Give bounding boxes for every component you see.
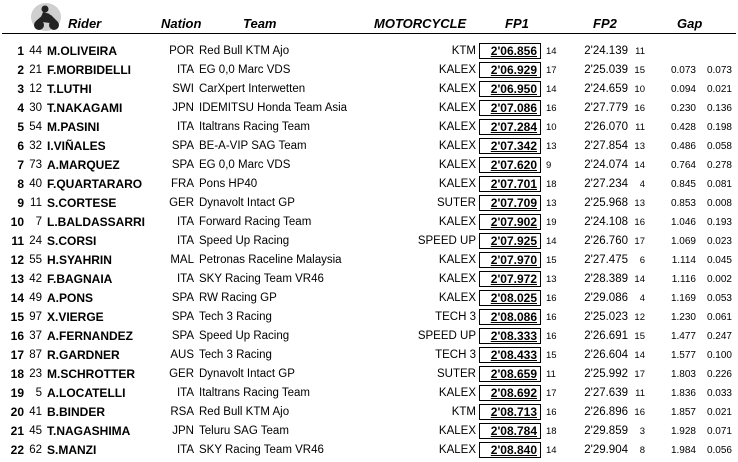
table-row (0, 43, 738, 62)
motorcycle-cell: TECH 3 (435, 311, 476, 323)
header-gap: Gap (677, 16, 703, 31)
gap-first-cell: 0.845 (670, 179, 696, 190)
fp2-lap-cell: 6 (639, 255, 645, 266)
fp1-lap-cell: 14 (546, 84, 557, 95)
rider-name-cell: H.SYAHRIN (47, 253, 112, 267)
gap-previous-cell: 0.002 (706, 274, 732, 285)
position-cell: 10 (10, 215, 24, 229)
fp2-time-cell: 2'26.070 (584, 121, 628, 133)
fp1-time-cell: 2'08.784 (479, 423, 541, 439)
team-cell: SKY Racing Team VR46 (199, 273, 324, 285)
rider-number-cell: 97 (29, 311, 42, 323)
fp1-time-cell: 2'07.970 (479, 252, 541, 268)
team-cell: Italtrans Racing Team (199, 387, 311, 399)
rider-name-cell: B.BINDER (47, 405, 106, 419)
gap-previous-cell: 0.023 (706, 236, 732, 247)
gap-previous-cell: 0.278 (706, 160, 732, 171)
rider-number-cell: 21 (29, 64, 42, 76)
fp2-lap-cell: 11 (635, 122, 645, 133)
table-row (0, 328, 738, 347)
rider-number-cell: 7 (35, 216, 42, 228)
position-cell: 16 (10, 329, 24, 343)
gap-first-cell: 1.477 (670, 331, 696, 342)
team-cell: Teluru SAG Team (199, 425, 289, 437)
position-cell: 22 (10, 443, 24, 457)
fp2-lap-cell: 11 (635, 388, 645, 399)
fp1-lap-cell: 18 (546, 426, 557, 437)
nation-cell: GER (169, 197, 194, 209)
table-row (0, 214, 738, 233)
rider-number-cell: 45 (29, 425, 42, 437)
fp2-time-cell: 2'24.139 (584, 45, 628, 57)
rider-name-cell: A.PONS (47, 291, 94, 305)
gap-first-cell: 1.803 (670, 369, 696, 380)
fp1-time-cell: 2'07.620 (479, 157, 541, 173)
motorcycle-cell: KALEX (438, 444, 476, 456)
motorcycle-rider-icon (30, 2, 62, 32)
position-cell: 15 (10, 310, 24, 324)
gap-first-cell: 1.046 (670, 217, 696, 228)
gap-previous-cell: 0.058 (706, 141, 732, 152)
gap-first-cell: 1.069 (670, 236, 696, 247)
header-motorcycle: MOTORCYCLE (374, 16, 467, 31)
gap-previous-cell: 0.226 (706, 369, 732, 380)
nation-cell: AUS (170, 349, 194, 361)
fp1-lap-cell: 16 (546, 407, 557, 418)
gap-previous-cell: 0.053 (706, 293, 732, 304)
table-row (0, 176, 738, 195)
fp1-time-cell: 2'08.840 (479, 442, 541, 458)
nation-cell: ITA (176, 387, 194, 399)
motorcycle-cell: KALEX (438, 387, 476, 399)
table-row (0, 252, 738, 271)
fp1-time-cell: 2'07.902 (479, 214, 541, 230)
gap-previous-cell: 0.100 (706, 350, 732, 361)
nation-cell: ITA (176, 273, 194, 285)
team-cell: CarXpert Interwetten (199, 83, 306, 95)
fp2-time-cell: 2'29.904 (584, 444, 628, 456)
table-row (0, 157, 738, 176)
fp2-time-cell: 2'25.992 (584, 368, 628, 380)
fp1-time-cell: 2'06.856 (479, 43, 541, 59)
nation-cell: POR (169, 45, 194, 57)
motorcycle-cell: SPEED UP (417, 330, 476, 342)
rider-name-cell: M.PASINI (47, 120, 100, 134)
team-cell: Red Bull KTM Ajo (199, 45, 290, 57)
rider-name-cell: T.NAKAGAMI (47, 101, 123, 115)
fp1-lap-cell: 19 (546, 217, 557, 228)
fp1-time-cell: 2'08.692 (479, 385, 541, 401)
fp1-lap-cell: 17 (546, 65, 557, 76)
fp2-lap-cell: 4 (639, 179, 645, 190)
fp1-time-cell: 2'08.433 (479, 347, 541, 363)
gap-first-cell: 1.928 (670, 426, 696, 437)
fp1-lap-cell: 17 (546, 388, 557, 399)
motorcycle-cell: KALEX (438, 159, 476, 171)
header-rider: Rider (68, 16, 102, 31)
nation-cell: ITA (176, 64, 194, 76)
fp1-lap-cell: 13 (546, 274, 557, 285)
rider-name-cell: S.CORTESE (47, 196, 117, 210)
position-cell: 5 (17, 120, 24, 134)
position-cell: 19 (10, 386, 24, 400)
fp1-lap-cell: 18 (546, 179, 557, 190)
fp1-time-cell: 2'07.342 (479, 138, 541, 154)
rider-number-cell: 62 (29, 444, 42, 456)
team-cell: RW Racing GP (199, 292, 277, 304)
rider-name-cell: F.BAGNAIA (47, 272, 113, 286)
position-cell: 6 (17, 139, 24, 153)
rider-number-cell: 73 (29, 159, 42, 171)
table-row (0, 423, 738, 442)
motorcycle-cell: KALEX (438, 273, 476, 285)
motorcycle-cell: KTM (451, 406, 476, 418)
motorcycle-cell: KALEX (438, 121, 476, 133)
fp1-lap-cell: 10 (546, 122, 557, 133)
fp2-time-cell: 2'26.604 (584, 349, 628, 361)
team-cell: BE-A-VIP SAG Team (199, 140, 307, 152)
gap-first-cell: 0.853 (670, 198, 696, 209)
position-cell: 11 (11, 234, 24, 248)
gap-first-cell: 0.428 (670, 122, 696, 133)
nation-cell: MAL (170, 254, 194, 266)
rider-number-cell: 55 (29, 254, 42, 266)
rider-number-cell: 32 (29, 140, 42, 152)
rider-name-cell: M.SCHROTTER (47, 367, 135, 381)
fp1-lap-cell: 14 (546, 46, 557, 57)
gap-previous-cell: 0.008 (706, 198, 732, 209)
fp1-time-cell: 2'07.086 (479, 100, 541, 116)
nation-cell: JPN (172, 102, 194, 114)
fp2-time-cell: 2'24.108 (584, 216, 628, 228)
fp2-time-cell: 2'29.086 (584, 292, 628, 304)
motorcycle-cell: SUTER (437, 368, 476, 380)
fp2-time-cell: 2'27.854 (584, 140, 628, 152)
position-cell: 9 (17, 196, 24, 210)
nation-cell: ITA (176, 444, 194, 456)
header-nation: Nation (161, 16, 202, 31)
rider-number-cell: 40 (29, 178, 42, 190)
position-cell: 18 (10, 367, 24, 381)
rider-number-cell: 5 (35, 387, 42, 399)
motorcycle-cell: KTM (451, 45, 476, 57)
fp2-lap-cell: 16 (634, 407, 645, 418)
table-row (0, 100, 738, 119)
fp1-lap-cell: 16 (546, 331, 557, 342)
fp2-time-cell: 2'25.039 (584, 64, 628, 76)
gap-first-cell: 1.169 (670, 293, 696, 304)
fp2-time-cell: 2'27.779 (584, 102, 628, 114)
gap-previous-cell: 0.021 (706, 407, 732, 418)
rider-number-cell: 54 (29, 121, 42, 133)
table-row (0, 290, 738, 309)
table-row (0, 309, 738, 328)
position-cell: 7 (17, 158, 24, 172)
gap-first-cell: 1.230 (670, 312, 696, 323)
motorcycle-cell: KALEX (438, 83, 476, 95)
fp2-time-cell: 2'24.074 (584, 159, 628, 171)
fp2-lap-cell: 10 (634, 84, 645, 95)
table-row (0, 366, 738, 385)
motorcycle-cell: KALEX (438, 64, 476, 76)
nation-cell: ITA (176, 121, 194, 133)
fp2-time-cell: 2'25.968 (584, 197, 628, 209)
team-cell: Dynavolt Intact GP (199, 368, 295, 380)
rider-number-cell: 30 (29, 102, 42, 114)
nation-cell: SPA (171, 330, 194, 342)
gap-first-cell: 1.836 (670, 388, 696, 399)
rider-number-cell: 24 (29, 235, 42, 247)
gap-previous-cell: 0.033 (706, 388, 732, 399)
table-row (0, 81, 738, 100)
rider-name-cell: A.FERNANDEZ (47, 329, 133, 343)
motorcycle-cell: KALEX (438, 102, 476, 114)
fp2-lap-cell: 13 (634, 141, 645, 152)
rider-name-cell: A.MARQUEZ (47, 158, 120, 172)
rider-number-cell: 87 (29, 349, 42, 361)
rider-number-cell: 37 (29, 330, 42, 342)
table-row (0, 138, 738, 157)
fp2-time-cell: 2'26.896 (584, 406, 628, 418)
fp2-time-cell: 2'26.760 (584, 235, 628, 247)
gap-first-cell: 1.857 (670, 407, 696, 418)
nation-cell: ITA (176, 216, 194, 228)
team-cell: EG 0,0 Marc VDS (199, 64, 291, 76)
fp1-lap-cell: 14 (546, 445, 557, 456)
team-cell: Red Bull KTM Ajo (199, 406, 290, 418)
nation-cell: JPN (172, 425, 194, 437)
fp2-lap-cell: 17 (634, 369, 645, 380)
fp2-time-cell: 2'28.389 (584, 273, 628, 285)
gap-first-cell: 0.764 (670, 160, 696, 171)
motorcycle-cell: SPEED UP (417, 235, 476, 247)
fp2-time-cell: 2'25.023 (584, 311, 628, 323)
position-cell: 12 (10, 253, 24, 267)
nation-cell: SPA (171, 311, 194, 323)
gap-first-cell: 0.073 (670, 65, 696, 76)
rider-name-cell: R.GARDNER (47, 348, 120, 362)
team-cell: IDEMITSU Honda Team Asia (199, 102, 348, 114)
fp1-time-cell: 2'07.709 (479, 195, 541, 211)
fp2-lap-cell: 13 (634, 198, 645, 209)
motorcycle-cell: KALEX (438, 178, 476, 190)
fp2-time-cell: 2'27.475 (584, 254, 628, 266)
fp1-time-cell: 2'08.659 (479, 366, 541, 382)
fp2-lap-cell: 12 (634, 312, 645, 323)
team-cell: Speed Up Racing (199, 235, 290, 247)
rider-name-cell: I.VIÑALES (47, 139, 106, 153)
fp2-lap-cell: 8 (639, 445, 645, 456)
rider-name-cell: T.NAGASHIMA (47, 424, 131, 438)
fp2-lap-cell: 16 (634, 103, 645, 114)
fp1-lap-cell: 14 (546, 236, 557, 247)
motorcycle-cell: KALEX (438, 140, 476, 152)
nation-cell: FRA (171, 178, 194, 190)
team-cell: Pons HP40 (199, 178, 258, 190)
gap-first-cell: 1.116 (671, 274, 696, 285)
team-cell: EG 0,0 Marc VDS (199, 159, 291, 171)
nation-cell: GER (169, 368, 194, 380)
team-cell: Petronas Raceline Malaysia (199, 254, 342, 266)
position-cell: 17 (10, 348, 24, 362)
fp2-lap-cell: 11 (635, 46, 645, 57)
position-cell: 14 (10, 291, 24, 305)
fp1-time-cell: 2'08.086 (479, 309, 541, 325)
fp2-lap-cell: 15 (634, 331, 645, 342)
header-fp1: FP1 (505, 16, 529, 31)
gap-previous-cell: 0.056 (706, 445, 732, 456)
rider-number-cell: 41 (29, 406, 42, 418)
rider-name-cell: T.LUTHI (47, 82, 92, 96)
fp2-lap-cell: 16 (634, 217, 645, 228)
fp1-time-cell: 2'07.701 (479, 176, 541, 192)
position-cell: 3 (17, 82, 24, 96)
gap-previous-cell: 0.061 (706, 312, 732, 323)
position-cell: 21 (10, 424, 24, 438)
motorcycle-cell: KALEX (438, 254, 476, 266)
rider-number-cell: 11 (30, 197, 42, 209)
header-fp2: FP2 (593, 16, 617, 31)
team-cell: SKY Racing Team VR46 (199, 444, 324, 456)
fp1-time-cell: 2'07.284 (479, 119, 541, 135)
fp1-lap-cell: 9 (546, 160, 552, 171)
gap-first-cell: 1.114 (671, 255, 696, 266)
position-cell: 20 (10, 405, 24, 419)
rider-name-cell: S.CORSI (47, 234, 97, 248)
rider-name-cell: S.MANZI (47, 443, 97, 457)
table-row (0, 62, 738, 81)
rider-number-cell: 44 (29, 45, 42, 57)
gap-previous-cell: 0.021 (706, 84, 732, 95)
rider-number-cell: 42 (29, 273, 42, 285)
gap-first-cell: 0.094 (670, 84, 696, 95)
fp2-lap-cell: 15 (634, 65, 645, 76)
fp1-time-cell: 2'08.333 (479, 328, 541, 344)
fp1-lap-cell: 15 (546, 255, 557, 266)
team-cell: Italtrans Racing Team (199, 121, 311, 133)
fp1-lap-cell: 16 (546, 312, 557, 323)
rider-name-cell: A.LOCATELLI (47, 386, 126, 400)
gap-first-cell: 1.577 (670, 350, 696, 361)
fp1-time-cell: 2'06.929 (479, 62, 541, 78)
team-cell: Dynavolt Intact GP (199, 197, 295, 209)
gap-previous-cell: 0.045 (706, 255, 732, 266)
motorcycle-cell: KALEX (438, 425, 476, 437)
table-row (0, 442, 738, 461)
team-cell: Forward Racing Team (199, 216, 312, 228)
gap-previous-cell: 0.247 (706, 331, 732, 342)
fp2-lap-cell: 14 (634, 160, 645, 171)
rider-name-cell: F.QUARTARARO (47, 177, 143, 191)
nation-cell: SWI (172, 83, 194, 95)
fp1-time-cell: 2'06.950 (479, 81, 541, 97)
table-row (0, 404, 738, 423)
fp1-lap-cell: 16 (546, 103, 557, 114)
table-header (0, 0, 738, 34)
team-cell: Speed Up Racing (199, 330, 290, 342)
gap-first-cell: 0.230 (670, 103, 696, 114)
rider-name-cell: X.VIERGE (47, 310, 104, 324)
gap-first-cell: 0.486 (670, 141, 696, 152)
nation-cell: RSA (170, 406, 194, 418)
motorcycle-cell: TECH 3 (435, 349, 476, 361)
fp2-lap-cell: 17 (634, 236, 645, 247)
fp1-time-cell: 2'08.713 (479, 404, 541, 420)
nation-cell: SPA (171, 159, 194, 171)
team-cell: Tech 3 Racing (199, 311, 272, 323)
rider-name-cell: L.BALDASSARRI (47, 215, 145, 229)
gap-previous-cell: 0.136 (706, 103, 732, 114)
fp1-time-cell: 2'07.972 (479, 271, 541, 287)
fp1-lap-cell: 13 (546, 198, 557, 209)
fp1-time-cell: 2'07.925 (479, 233, 541, 249)
fp2-time-cell: 2'27.234 (584, 178, 628, 190)
motorcycle-cell: KALEX (438, 292, 476, 304)
position-cell: 4 (17, 101, 24, 115)
header-divider (2, 33, 736, 34)
fp1-lap-cell: 16 (546, 293, 557, 304)
gap-previous-cell: 0.073 (706, 65, 732, 76)
motorcycle-cell: SUTER (437, 197, 476, 209)
table-row (0, 385, 738, 404)
gap-previous-cell: 0.198 (706, 122, 732, 133)
rider-name-cell: F.MORBIDELLI (47, 63, 131, 77)
fp1-time-cell: 2'08.025 (479, 290, 541, 306)
position-cell: 13 (10, 272, 24, 286)
nation-cell: SPA (171, 140, 194, 152)
team-cell: Tech 3 Racing (199, 349, 272, 361)
header-team: Team (243, 16, 277, 31)
table-row (0, 347, 738, 366)
gap-previous-cell: 0.071 (706, 426, 732, 437)
fp2-lap-cell: 4 (639, 293, 645, 304)
fp2-lap-cell: 14 (634, 274, 645, 285)
rider-number-cell: 23 (29, 368, 42, 380)
table-row (0, 195, 738, 214)
table-row (0, 271, 738, 290)
rider-name-cell: M.OLIVEIRA (47, 44, 118, 58)
rider-number-cell: 49 (29, 292, 42, 304)
nation-cell: SPA (171, 292, 194, 304)
fp1-lap-cell: 15 (546, 350, 557, 361)
gap-first-cell: 1.984 (670, 445, 696, 456)
nation-cell: ITA (176, 235, 194, 247)
gap-previous-cell: 0.193 (706, 217, 732, 228)
fp2-time-cell: 2'29.859 (584, 425, 628, 437)
fp1-lap-cell: 13 (546, 141, 557, 152)
table-row (0, 233, 738, 252)
table-row (0, 119, 738, 138)
fp2-time-cell: 2'24.659 (584, 83, 628, 95)
rider-number-cell: 12 (29, 83, 42, 95)
fp2-time-cell: 2'26.691 (584, 330, 628, 342)
gap-previous-cell: 0.081 (706, 179, 732, 190)
position-cell: 8 (17, 177, 24, 191)
fp1-lap-cell: 11 (546, 369, 556, 380)
position-cell: 1 (17, 44, 24, 58)
fp2-lap-cell: 3 (639, 426, 645, 437)
motorcycle-cell: KALEX (438, 216, 476, 228)
fp2-time-cell: 2'27.639 (584, 387, 628, 399)
position-cell: 2 (17, 63, 24, 77)
fp2-lap-cell: 14 (634, 350, 645, 361)
